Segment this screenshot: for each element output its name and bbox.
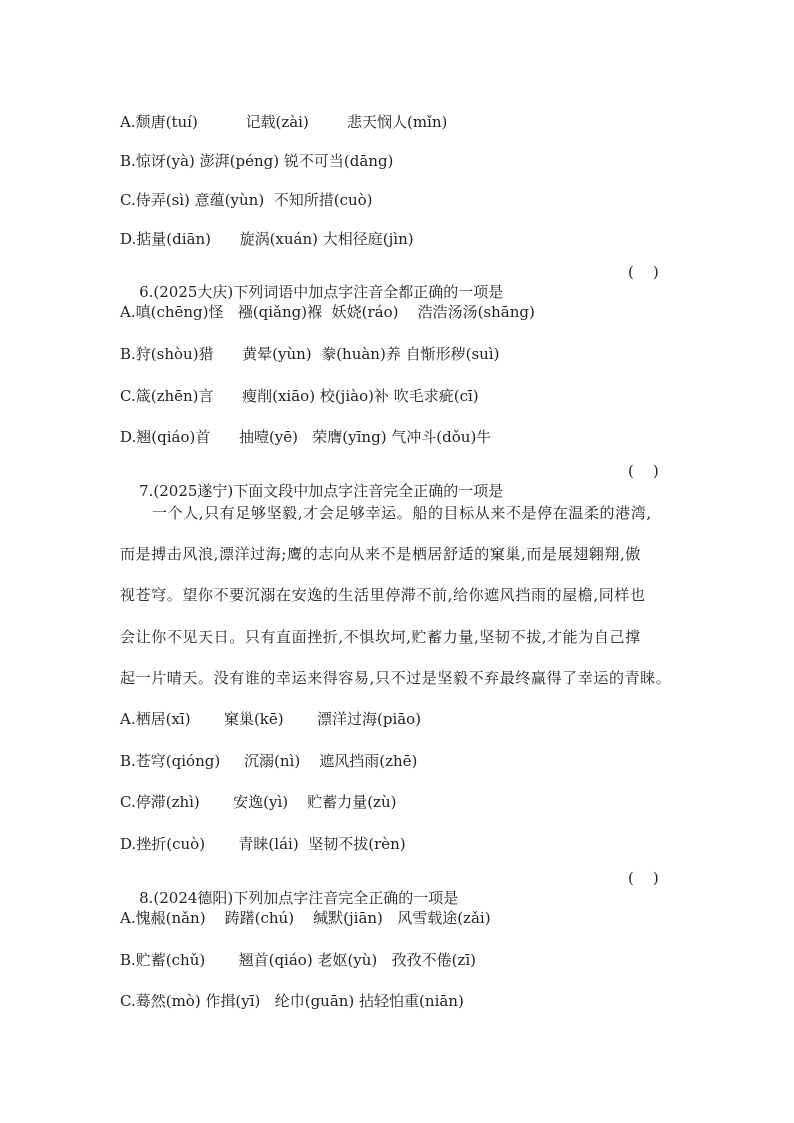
q5-option-d: D.掂量(diān) 旋涡(xuán) 大相径庭(jìn) bbox=[120, 230, 414, 248]
q7-passage-line: 视苍穹。望你不要沉溺在安逸的生活里停滞不前,给你遮风挡雨的屋檐,同样也 bbox=[120, 586, 646, 604]
q7-option-d: D.挫折(cuò) 青睐(lái) 坚韧不拔(rèn) bbox=[120, 835, 406, 853]
q6-option-c: C.箴(zhēn)言 瘦削(xiāo) 校(jiào)补 吹毛求疵(cī) bbox=[120, 387, 479, 405]
q7-option-c: C.停滞(zhì) 安逸(yì) 贮蓄力量(zù) bbox=[120, 793, 397, 811]
q8-option-a: A.愧赧(nǎn) 踌躇(chú) 缄默(jiān) 风雪载途(zǎi) bbox=[120, 909, 491, 927]
q5-option-a: A.颓唐(tuí) 记载(zài) 悲天悯人(mǐn) bbox=[120, 113, 448, 131]
q8-answer-bracket: ( ) bbox=[628, 869, 659, 887]
q5-option-c: C.侍弄(sì) 意蕴(yùn) 不知所措(cuò) bbox=[120, 191, 373, 209]
q5-option-b: B.惊讶(yà) 澎湃(péng) 锐不可当(dāng) bbox=[120, 152, 394, 170]
q7-option-b: B.苍穹(qióng) 沉溺(nì) 遮风挡雨(zhē) bbox=[120, 752, 418, 770]
q8-option-c: C.蓦然(mò) 作揖(yī) 纶巾(guān) 拈轻怕重(niān) bbox=[120, 992, 464, 1010]
q6-stem: 6.(2025大庆)下列词语中加点字注音全都正确的一项是 bbox=[139, 283, 504, 301]
q7-passage-line: 而是搏击风浪,漂洋过海;鹰的志向从来不是栖居舒适的窠巢,而是展翅翱翔,傲 bbox=[120, 545, 641, 563]
q6-option-b: B.狩(shòu)猎 黄晕(yùn) 豢(huàn)养 自惭形秽(suì) bbox=[120, 345, 500, 363]
q7-answer-bracket: ( ) bbox=[628, 462, 659, 480]
q8-option-b: B.贮蓄(chǔ) 翘首(qiáo) 老妪(yù) 孜孜不倦(zī) bbox=[120, 951, 476, 969]
q7-passage-line: 起一片晴天。没有谁的幸运来得容易,只不过是坚毅不弃最终赢得了幸运的青睐。 bbox=[120, 669, 672, 687]
q7-passage-line: 会让你不见天日。只有直面挫折,不惧坎坷,贮蓄力量,坚韧不拔,才能为自己撑 bbox=[120, 628, 641, 646]
q7-stem: 7.(2025遂宁)下面文段中加点字注音完全正确的一项是 bbox=[139, 482, 504, 500]
q6-option-d: D.翘(qiáo)首 抽噎(yē) 荣膺(yīng) 气冲斗(dǒu)牛 bbox=[120, 428, 492, 446]
q6-answer-bracket: ( ) bbox=[628, 263, 659, 281]
q7-stem-row bbox=[120, 461, 680, 541]
q8-stem: 8.(2024德阳)下列加点字注音完全正确的一项是 bbox=[139, 889, 459, 907]
q7-passage-line: 一个人,只有足够坚毅,才会足够幸运。船的目标从来不是停在温柔的港湾, bbox=[152, 504, 652, 522]
q6-option-a: A.嗔(chēng)怪 襁(qiǎng)褓 妖娆(ráo) 浩浩汤汤(shāng) bbox=[120, 303, 535, 321]
q7-option-a: A.栖居(xī) 窠巢(kē) 漂洋过海(piāo) bbox=[120, 710, 422, 728]
